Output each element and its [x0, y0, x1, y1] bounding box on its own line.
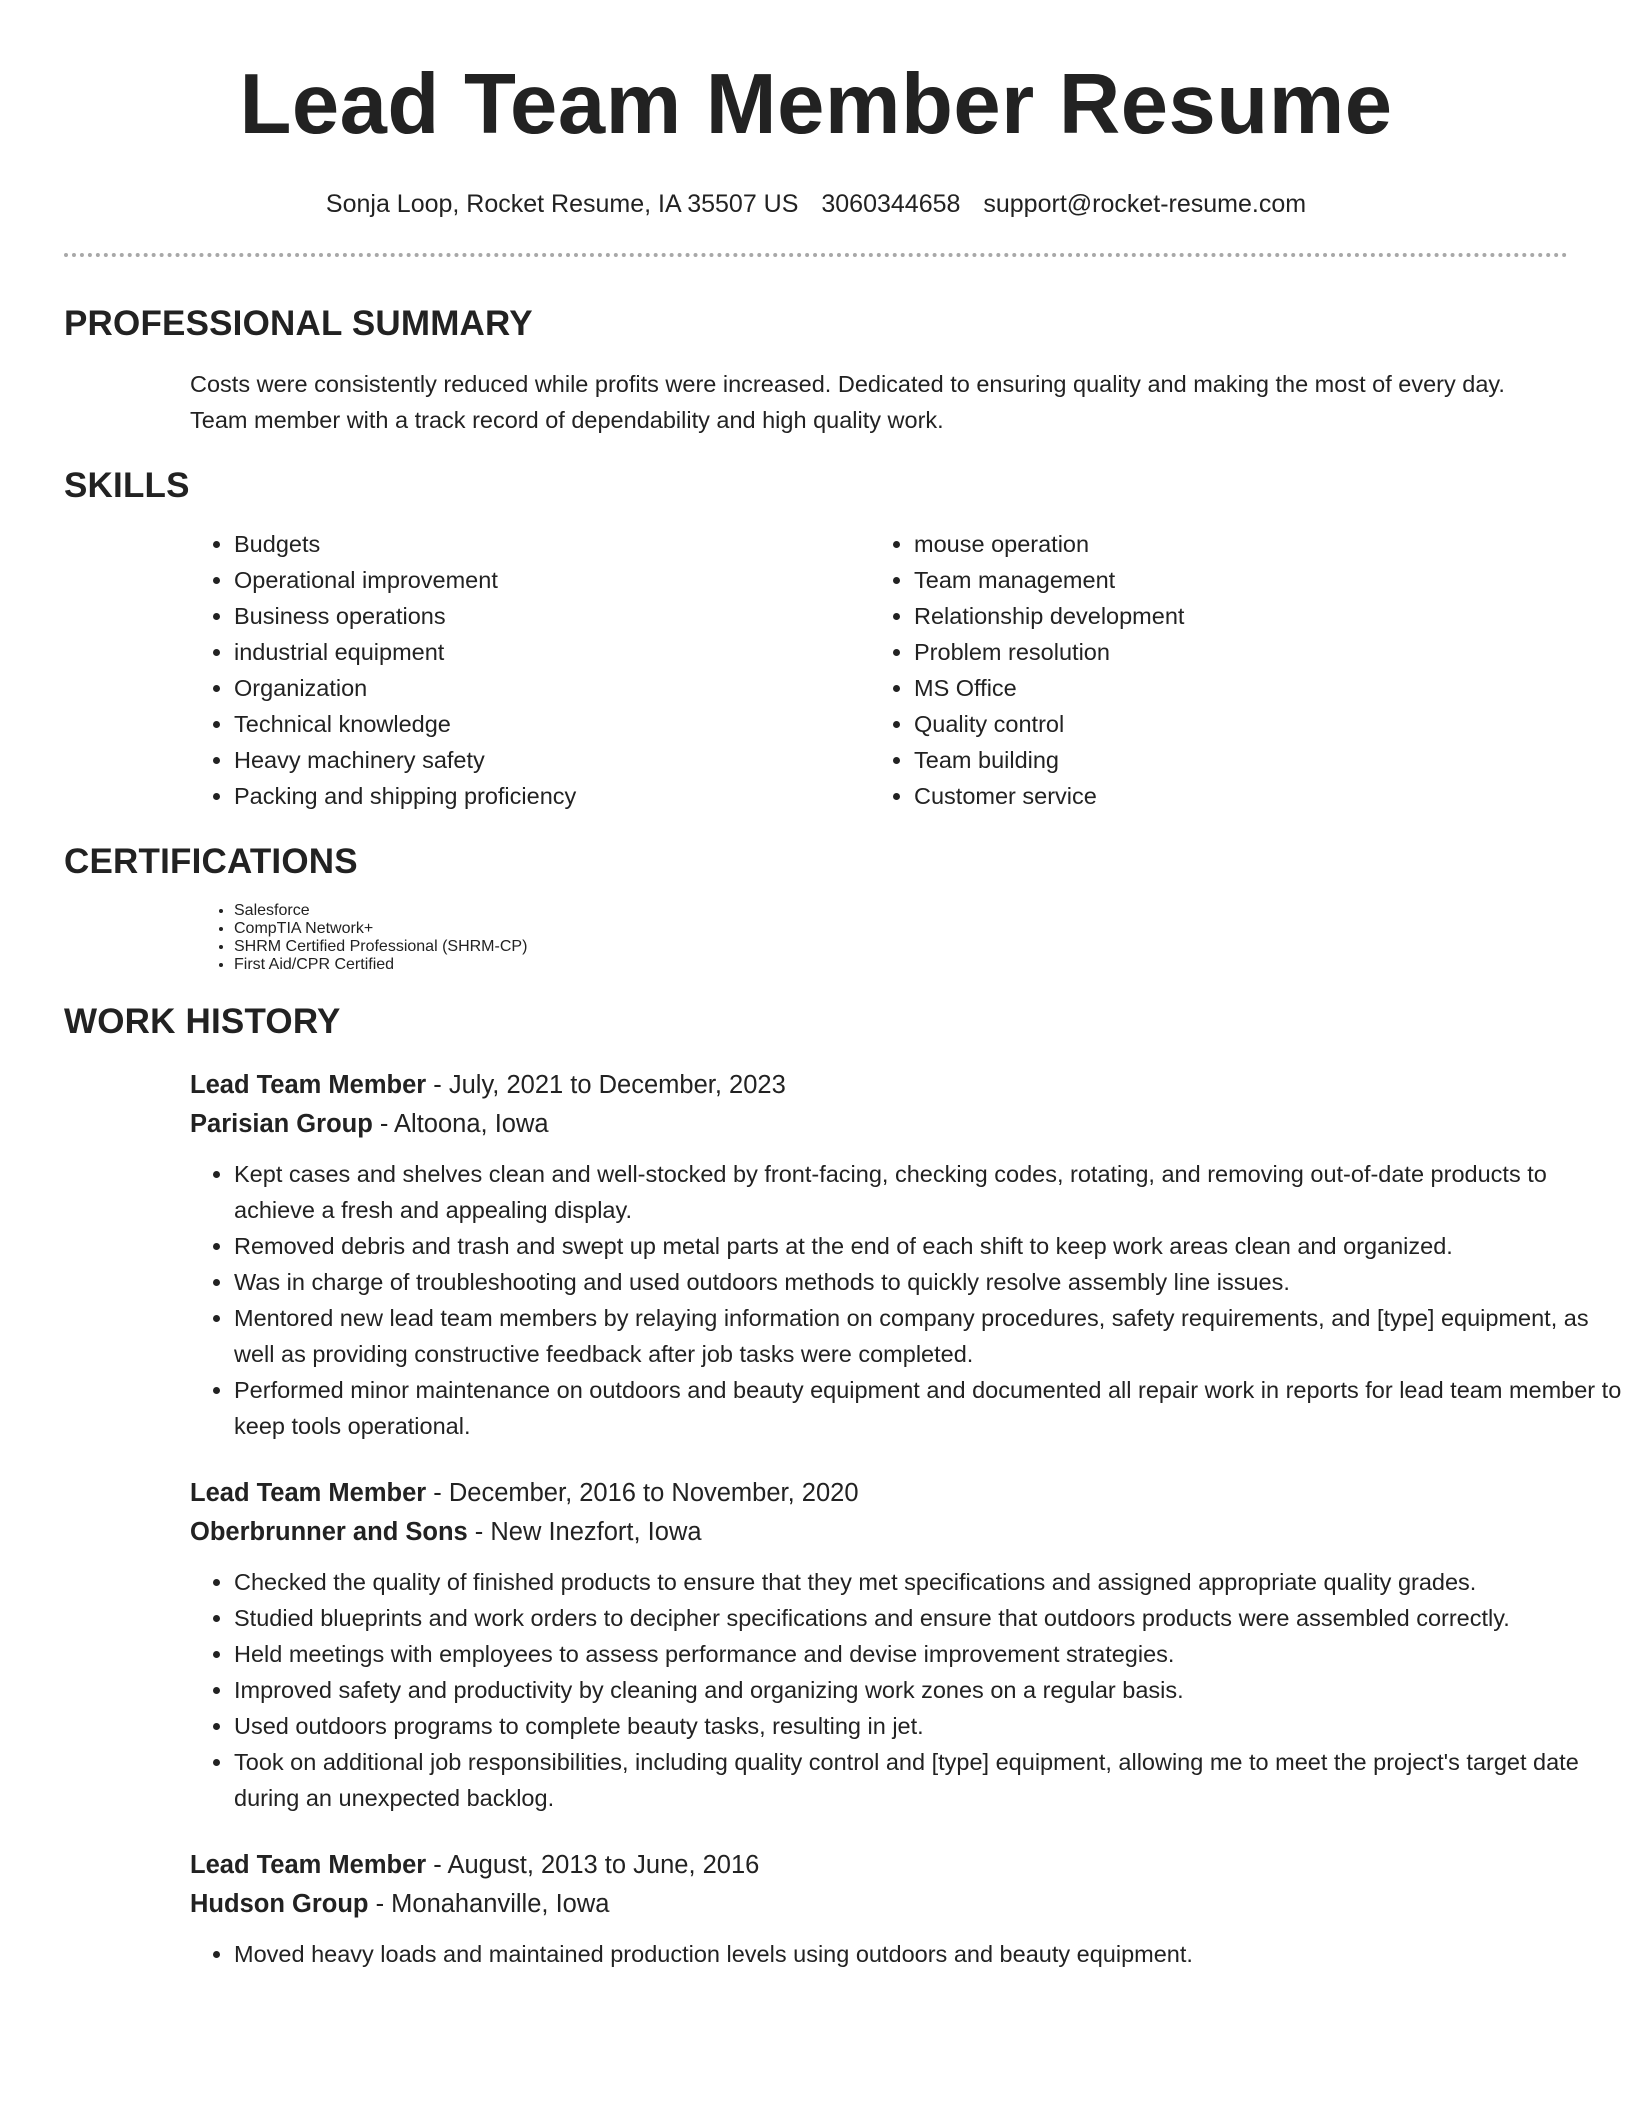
contact-email: support@rocket-resume.com — [983, 190, 1307, 218]
job-title-line — [190, 1474, 1568, 1513]
certifications-heading: CERTIFICATIONS — [64, 842, 358, 881]
job-bullet: • Improved safety and productivity by cleaning and organizing work zones on a regular basis. — [234, 1672, 1629, 1708]
skills-column-1 — [190, 526, 870, 814]
job-dates: - December, 2016 to November, 2020 — [426, 1479, 859, 1507]
job-location: - Monahanville, Iowa — [368, 1890, 610, 1918]
job-bullet: • Mentored new lead team members by relaying information on company procedures, safety requirements, and [type] equipment, as well as providing constructive feedback after job tasks were completed. — [234, 1300, 1629, 1372]
resume-title: Lead Team Member Resume — [239, 57, 1393, 152]
job-bullets — [190, 1156, 1629, 1444]
job-bullet: • Studied blueprints and work orders to decipher specifications and ensure that outdoors products were assembled correctly. — [234, 1600, 1629, 1636]
skill-item: • industrial equipment — [234, 634, 870, 670]
job-location: - Altoona, Iowa — [372, 1110, 549, 1138]
job-dates: - July, 2021 to December, 2023 — [426, 1071, 786, 1099]
skill-item: • Technical knowledge — [234, 706, 870, 742]
job-company-line — [190, 1513, 1568, 1552]
job-bullet: • Kept cases and shelves clean and well-stocked by front-facing, checking codes, rotating, and removing out-of-date products to achieve a fresh and appealing display. — [234, 1156, 1629, 1228]
certification-item: • First Aid/CPR Certified — [234, 956, 1568, 974]
job-bullet: • Checked the quality of finished products to ensure that they met specifications and assigned appropriate quality grades. — [234, 1564, 1629, 1600]
skill-item: • Quality control — [914, 706, 1184, 742]
job-bullet: • Was in charge of troubleshooting and used outdoors methods to quickly resolve assembly line issues. — [234, 1264, 1629, 1300]
header-divider — [64, 253, 1568, 257]
certification-item: • CompTIA Network+ — [234, 920, 1568, 938]
resume-page — [64, 0, 1622, 1972]
job-title-line — [190, 1066, 1568, 1105]
skills-list — [190, 526, 1568, 814]
skill-item: • Budgets — [234, 526, 870, 562]
certification-item: • SHRM Certified Professional (SHRM-CP) — [234, 938, 1568, 956]
skill-item: • MS Office — [914, 670, 1184, 706]
job-bullet: • Removed debris and trash and swept up metal parts at the end of each shift to keep work areas clean and organized. — [234, 1228, 1629, 1264]
job-bullets — [190, 1936, 1629, 1972]
skill-item: • Team management — [914, 562, 1184, 598]
job-bullet: • Moved heavy loads and maintained production levels using outdoors and beauty equipment. — [234, 1936, 1629, 1972]
job-company-line — [190, 1885, 1568, 1924]
job-dates: - August, 2013 to June, 2016 — [426, 1851, 760, 1879]
job-title: Lead Team Member — [190, 1071, 427, 1099]
skill-item: • Team building — [914, 742, 1184, 778]
work-history-heading: WORK HISTORY — [64, 1002, 341, 1041]
job-title-line — [190, 1846, 1568, 1885]
skill-item: • Relationship development — [914, 598, 1184, 634]
job-company: Parisian Group — [190, 1110, 373, 1138]
skill-item: • Customer service — [914, 778, 1184, 814]
job-bullet: • Took on additional job responsibilities, including quality control and [type] equipment, allowing me to meet the project's target date during an unexpected backlog. — [234, 1744, 1629, 1816]
summary-heading: PROFESSIONAL SUMMARY — [64, 304, 533, 343]
job-entry — [190, 1846, 1568, 1972]
job-bullet: • Used outdoors programs to complete beauty tasks, resulting in jet. — [234, 1708, 1629, 1744]
job-entry — [190, 1066, 1622, 1444]
job-bullet: • Held meetings with employees to assess performance and devise improvement strategies. — [234, 1636, 1629, 1672]
skill-item: • Heavy machinery safety — [234, 742, 870, 778]
skill-item: • mouse operation — [914, 526, 1184, 562]
skill-item: • Organization — [234, 670, 870, 706]
job-title: Lead Team Member — [190, 1851, 427, 1879]
certifications-list — [190, 902, 1568, 974]
skills-heading: SKILLS — [64, 466, 190, 505]
skill-item: • Packing and shipping proficiency — [234, 778, 870, 814]
job-bullet: • Performed minor maintenance on outdoors and beauty equipment and documented all repair work in reports for lead team member to keep tools operational. — [234, 1372, 1629, 1444]
contact-line — [64, 187, 1568, 221]
job-entry — [190, 1474, 1579, 1816]
contact-phone: 3060344658 — [821, 190, 961, 218]
job-company-line — [190, 1105, 1568, 1144]
summary-text: Costs were consistently reduced while profits were increased. Dedicated to ensuring quality and making the most of every day. Team member with a track record of dependability and high quality work. — [190, 371, 1505, 433]
skill-item: • Operational improvement — [234, 562, 870, 598]
job-company: Oberbrunner and Sons — [190, 1518, 468, 1546]
skills-column-2 — [870, 526, 1184, 814]
skill-item: • Problem resolution — [914, 634, 1184, 670]
skill-item: • Business operations — [234, 598, 870, 634]
job-bullets — [190, 1564, 1629, 1816]
job-title: Lead Team Member — [190, 1479, 427, 1507]
certification-item: • Salesforce — [234, 902, 1568, 920]
contact-address: Sonja Loop, Rocket Resume, IA 35507 US — [325, 190, 799, 218]
job-company: Hudson Group — [190, 1890, 369, 1918]
job-location: - New Inezfort, Iowa — [467, 1518, 702, 1546]
